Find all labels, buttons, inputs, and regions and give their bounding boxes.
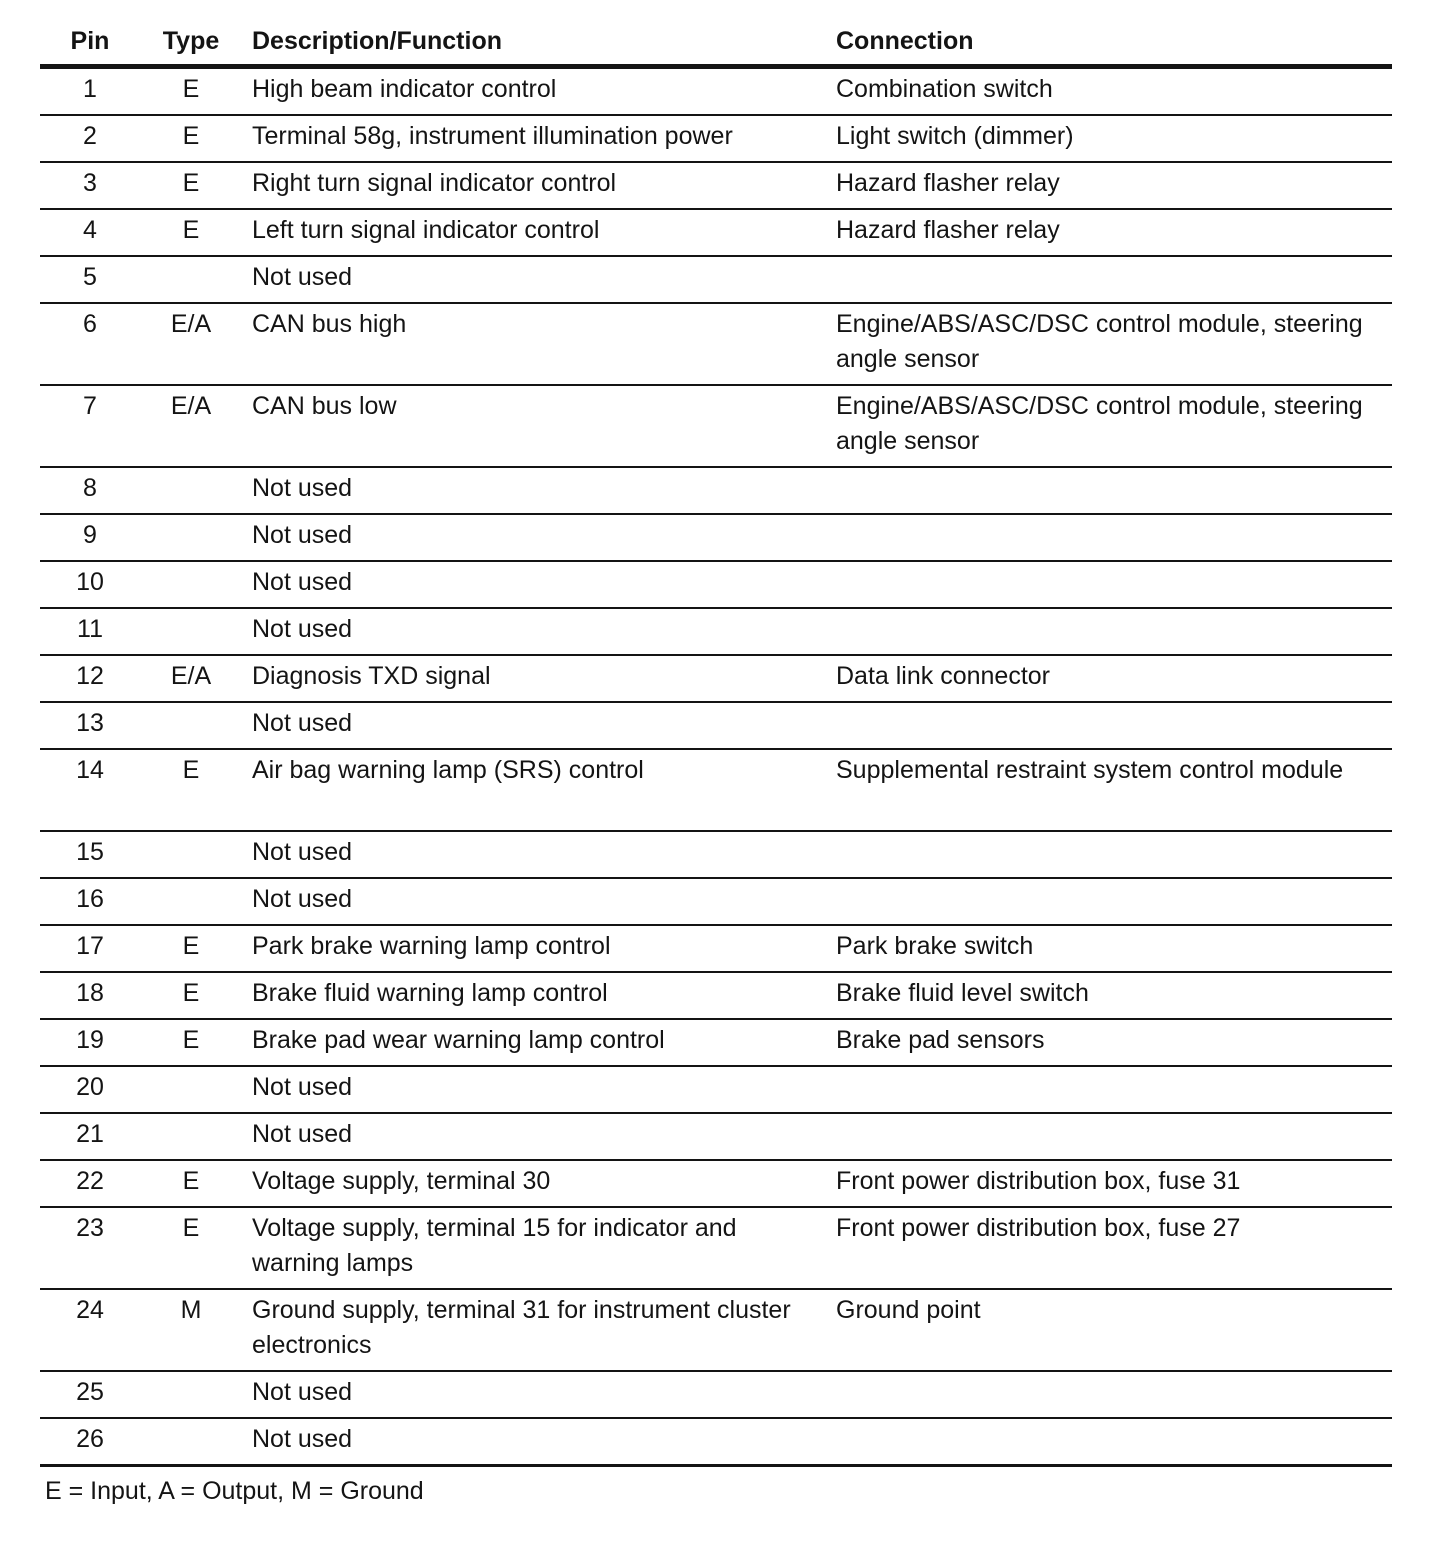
description-cell: Not used: [242, 831, 826, 878]
pin-cell: 7: [40, 385, 140, 467]
description-cell: Terminal 58g, instrument illumination power: [242, 115, 826, 162]
connection-cell: Engine/ABS/ASC/DSC control module, steering angle sensor: [826, 385, 1392, 467]
description-cell: Not used: [242, 467, 826, 514]
pin-assignment-table: [40, 18, 1392, 1467]
table-row: [40, 1289, 1392, 1371]
legend-footnote: E = Input, A = Output, M = Ground: [45, 1477, 424, 1505]
pin-cell: 14: [40, 749, 140, 831]
connection-cell: [826, 467, 1392, 514]
pin-cell: 24: [40, 1289, 140, 1371]
table-row: [40, 162, 1392, 209]
type-cell: [140, 608, 242, 655]
type-cell: E: [140, 209, 242, 256]
description-cell: Brake pad wear warning lamp control: [242, 1019, 826, 1066]
connection-cell: [826, 878, 1392, 925]
connection-cell: [826, 561, 1392, 608]
connection-cell: Park brake switch: [826, 925, 1392, 972]
type-cell: E: [140, 925, 242, 972]
type-cell: E/A: [140, 303, 242, 385]
description-cell: Not used: [242, 1371, 826, 1418]
type-cell: [140, 514, 242, 561]
connection-cell: Brake fluid level switch: [826, 972, 1392, 1019]
header-description: Description/Function: [242, 18, 826, 67]
pin-cell: 3: [40, 162, 140, 209]
description-cell: Not used: [242, 702, 826, 749]
description-cell: Right turn signal indicator control: [242, 162, 826, 209]
pin-cell: 8: [40, 467, 140, 514]
pin-cell: 26: [40, 1418, 140, 1466]
table-row: [40, 561, 1392, 608]
type-cell: E/A: [140, 385, 242, 467]
pin-cell: 18: [40, 972, 140, 1019]
type-cell: [140, 702, 242, 749]
description-cell: Air bag warning lamp (SRS) control: [242, 749, 826, 831]
header-connection: Connection: [826, 18, 1392, 67]
connection-cell: [826, 608, 1392, 655]
connection-cell: Combination switch: [826, 67, 1392, 116]
table-row: [40, 467, 1392, 514]
pin-cell: 4: [40, 209, 140, 256]
connection-cell: [826, 1418, 1392, 1466]
description-cell: Not used: [242, 514, 826, 561]
table-row: [40, 115, 1392, 162]
table-row: [40, 1418, 1392, 1466]
connection-cell: [826, 702, 1392, 749]
header-type: Type: [140, 18, 242, 67]
type-cell: E: [140, 1160, 242, 1207]
type-cell: [140, 878, 242, 925]
pin-cell: 21: [40, 1113, 140, 1160]
table-row: [40, 1113, 1392, 1160]
pin-cell: 22: [40, 1160, 140, 1207]
type-cell: [140, 1418, 242, 1466]
connection-cell: Ground point: [826, 1289, 1392, 1371]
table-row: [40, 514, 1392, 561]
pin-cell: 15: [40, 831, 140, 878]
pin-cell: 1: [40, 67, 140, 116]
table-row: [40, 1066, 1392, 1113]
table-row: [40, 303, 1392, 385]
pin-cell: 2: [40, 115, 140, 162]
description-cell: High beam indicator control: [242, 67, 826, 116]
connection-cell: [826, 514, 1392, 561]
connection-cell: Hazard flasher relay: [826, 209, 1392, 256]
type-cell: E: [140, 67, 242, 116]
type-cell: E: [140, 162, 242, 209]
description-cell: CAN bus high: [242, 303, 826, 385]
table-row: [40, 749, 1392, 831]
table-body: [40, 67, 1392, 1466]
connection-cell: Light switch (dimmer): [826, 115, 1392, 162]
table-row: [40, 1160, 1392, 1207]
type-cell: E: [140, 972, 242, 1019]
connection-cell: Front power distribution box, fuse 31: [826, 1160, 1392, 1207]
pin-cell: 10: [40, 561, 140, 608]
description-cell: Voltage supply, terminal 30: [242, 1160, 826, 1207]
pin-cell: 17: [40, 925, 140, 972]
header-row: [40, 18, 1392, 67]
description-cell: Not used: [242, 1418, 826, 1466]
connection-cell: [826, 1113, 1392, 1160]
pin-cell: 5: [40, 256, 140, 303]
pin-cell: 25: [40, 1371, 140, 1418]
type-cell: E: [140, 749, 242, 831]
pin-table-page: [40, 18, 1392, 1509]
type-cell: E/A: [140, 655, 242, 702]
table-row: [40, 608, 1392, 655]
table-row: [40, 385, 1392, 467]
connection-cell: [826, 256, 1392, 303]
table-row: [40, 925, 1392, 972]
description-cell: Diagnosis TXD signal: [242, 655, 826, 702]
pin-cell: 23: [40, 1207, 140, 1289]
type-cell: E: [140, 115, 242, 162]
table-row: [40, 972, 1392, 1019]
pin-cell: 19: [40, 1019, 140, 1066]
description-cell: Not used: [242, 608, 826, 655]
type-cell: E: [140, 1019, 242, 1066]
pin-cell: 12: [40, 655, 140, 702]
connection-cell: Brake pad sensors: [826, 1019, 1392, 1066]
connection-cell: Front power distribution box, fuse 27: [826, 1207, 1392, 1289]
description-cell: Not used: [242, 1066, 826, 1113]
pin-cell: 20: [40, 1066, 140, 1113]
description-cell: Brake fluid warning lamp control: [242, 972, 826, 1019]
table-row: [40, 655, 1392, 702]
description-cell: CAN bus low: [242, 385, 826, 467]
connection-cell: Engine/ABS/ASC/DSC control module, steering angle sensor: [826, 303, 1392, 385]
description-cell: Voltage supply, terminal 15 for indicator and warning lamps: [242, 1207, 826, 1289]
connection-cell: Data link connector: [826, 655, 1392, 702]
pin-cell: 16: [40, 878, 140, 925]
description-cell: Left turn signal indicator control: [242, 209, 826, 256]
connection-cell: [826, 1371, 1392, 1418]
pin-cell: 6: [40, 303, 140, 385]
description-cell: Not used: [242, 561, 826, 608]
type-cell: [140, 561, 242, 608]
type-cell: [140, 831, 242, 878]
table-row: [40, 1019, 1392, 1066]
table-row: [40, 1371, 1392, 1418]
connection-cell: Supplemental restraint system control module: [826, 749, 1392, 831]
type-cell: E: [140, 1207, 242, 1289]
type-cell: [140, 256, 242, 303]
table-header: [40, 18, 1392, 67]
pin-cell: 11: [40, 608, 140, 655]
table-row: [40, 67, 1392, 116]
description-cell: Not used: [242, 256, 826, 303]
table-row: [40, 702, 1392, 749]
connection-cell: Hazard flasher relay: [826, 162, 1392, 209]
table-row: [40, 831, 1392, 878]
connection-cell: [826, 831, 1392, 878]
type-cell: [140, 467, 242, 514]
description-cell: Park brake warning lamp control: [242, 925, 826, 972]
type-cell: M: [140, 1289, 242, 1371]
type-cell: [140, 1066, 242, 1113]
header-pin: Pin: [40, 18, 140, 67]
pin-cell: 13: [40, 702, 140, 749]
table-row: [40, 1207, 1392, 1289]
table-row: [40, 256, 1392, 303]
description-cell: Not used: [242, 1113, 826, 1160]
description-cell: Not used: [242, 878, 826, 925]
connection-cell: [826, 1066, 1392, 1113]
type-cell: [140, 1113, 242, 1160]
table-row: [40, 209, 1392, 256]
type-cell: [140, 1371, 242, 1418]
pin-cell: 9: [40, 514, 140, 561]
description-cell: Ground supply, terminal 31 for instrument cluster electronics: [242, 1289, 826, 1371]
table-row: [40, 878, 1392, 925]
